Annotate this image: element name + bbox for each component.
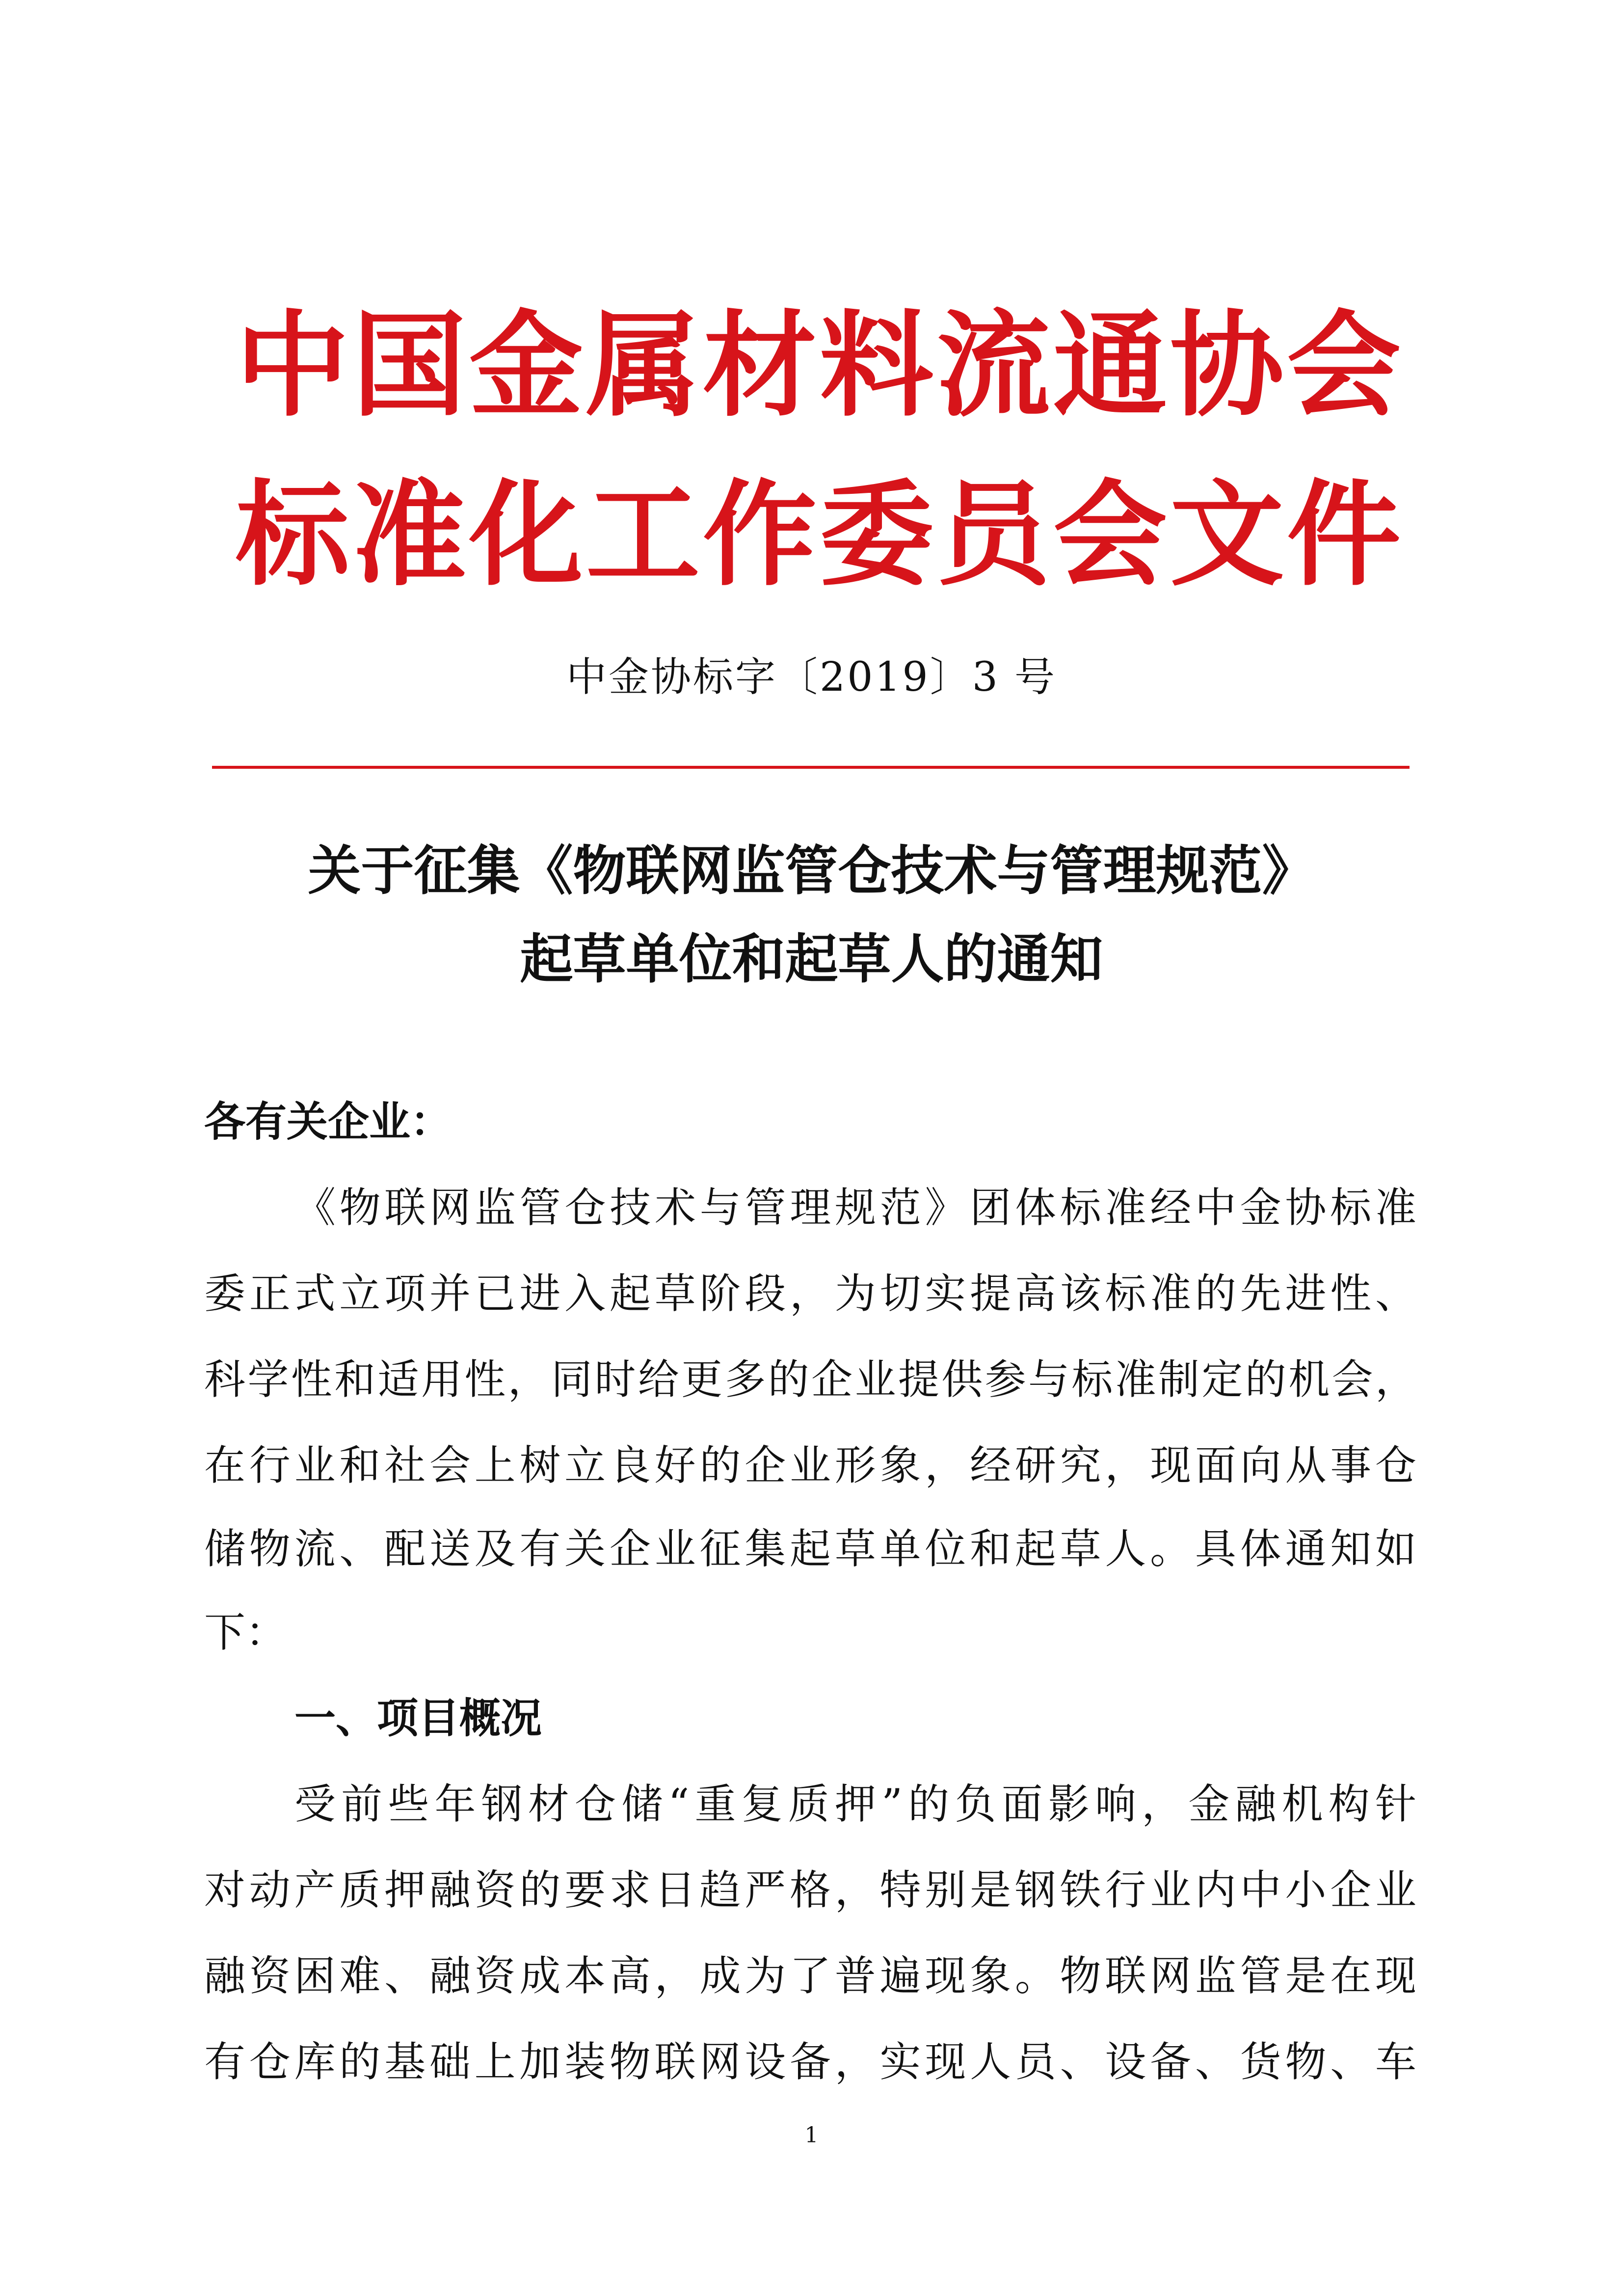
page-number: 1 [804, 2123, 819, 2148]
paragraph1-line: 储物流、配送及有关企业征集起草单位和起草人。具体通知如 [204, 1525, 1416, 1573]
notice-title-line2: 起草单位和起草人的通知 [520, 929, 1103, 990]
salutation: 各有关企业： [204, 1098, 452, 1146]
section-heading-project-overview: 一、项目概况 [294, 1694, 542, 1742]
paragraph1-line: 科学性和适用性，同时给更多的企业提供参与标准制定的机会， [204, 1355, 1416, 1404]
paragraph1-line: 《物联网监管仓技术与管理规范》团体标准经中金协标准 [294, 1184, 1416, 1232]
paragraph1-line: 委正式立项并已进入起草阶段，为切实提高该标准的先进性、 [204, 1270, 1416, 1318]
notice-title-line1: 关于征集《物联网监管仓技术与管理规范》 [308, 840, 1315, 902]
red-divider-line [212, 766, 1410, 769]
issuer-header-line2: 标准化工作委员会文件 [236, 469, 1404, 601]
paragraph1-line: 下： [204, 1608, 287, 1656]
paragraph2-line: 对动产质押融资的要求日趋严格，特别是钢铁行业内中小企业 [204, 1866, 1416, 1914]
paragraph2-line: 受前些年钢材仓储“重复质押”的负面影响，金融机构针 [294, 1780, 1416, 1828]
issuer-header-line1: 中国金属材料流通协会 [236, 299, 1404, 432]
document-number: 中金协标字〔2019〕3 号 [566, 654, 1057, 701]
paragraph2-line: 有仓库的基础上加装物联网设备，实现人员、设备、货物、车 [204, 2038, 1416, 2086]
paragraph1-line: 在行业和社会上树立良好的企业形象，经研究，现面向从事仓 [204, 1441, 1416, 1489]
paragraph2-line: 融资困难、融资成本高，成为了普遍现象。物联网监管是在现 [204, 1952, 1416, 2000]
